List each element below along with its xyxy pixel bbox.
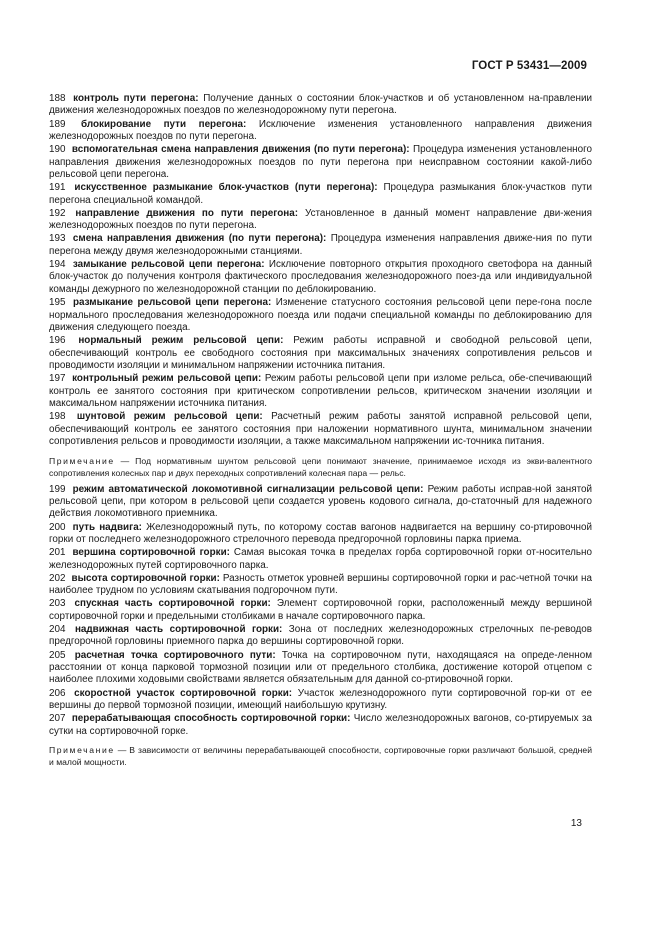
term-entry	[49, 650, 592, 687]
note-label: Примечание	[49, 455, 115, 466]
term-entry	[49, 411, 592, 448]
term-entry	[49, 547, 592, 572]
term-entry	[49, 484, 592, 521]
term-entry	[49, 119, 592, 144]
term-name: расчетная точка сортировочного пути:	[74, 649, 276, 661]
term-definition: Число железнодорожных вагонов, со-ртируемых за сутки на сортировочной горке.	[49, 713, 592, 737]
term-name: шунтовой режим рельсовой цепи:	[76, 411, 263, 423]
term-number: 203	[49, 598, 66, 610]
page-number: 13	[570, 818, 582, 829]
term-entry	[49, 713, 592, 738]
term-name: размыкание рельсовой цепи перегона:	[72, 297, 272, 309]
term-number: 188	[49, 93, 66, 104]
term-entry	[49, 93, 592, 118]
note-2	[49, 744, 592, 768]
term-definition: Исключение повторного открытия проходного светофора на данный блок-участок до получения контроля фактического проследования железнодорожного поез-да или индивидуальной команды дежурного по железнодорожной станции по деблокированию.	[49, 259, 592, 295]
term-definition: Изменение статусного состояния рельсовой цепи пере-гона после нормального проследования железнодорожного поезда или подачи специальной команды по деблокированию для движения следующего поезда.	[49, 297, 593, 333]
term-number: 205	[49, 649, 66, 661]
term-number: 207	[49, 713, 66, 725]
term-definition: Самая высокая точка в пределах горба сортировочной горки от-носительно железнодорожных путей сортировочного парка.	[49, 547, 592, 571]
term-name: контрольный режим рельсовой цепи:	[72, 373, 262, 385]
term-name: искусственное размыкание блок-участков (пути перегона):	[74, 182, 378, 194]
term-definition: Процедура изменения установленного направления движения железнодорожных поездов по пути перегона при неисправном состоянии какой-либо рельсовой цепи перегона.	[49, 144, 592, 181]
term-number: 192	[49, 207, 66, 219]
term-name: спускная часть сортировочной горки:	[74, 598, 271, 610]
term-definition: Режим работы исправной и свободной рельсовой цепи, обеспечивающий контроль ее свободного состояния при максимальных значениях сопротивления рельсов и проводимости изоляции и минимальном напряжении источника питания.	[49, 335, 592, 372]
term-definition: Режим работы исправ-ной занятой рельсовой цепи, при котором в рельсовой цепи создается уровень кодового сигнала, до-статочный для надежного действия локомотивного приемника.	[49, 483, 593, 520]
term-entry	[49, 233, 592, 258]
term-entry	[49, 297, 592, 334]
term-name: направление движения по пути перегона:	[75, 207, 299, 219]
term-name: перерабатывающая способность сортировочной горки:	[71, 713, 351, 725]
term-name: режим автоматической локомотивной сигнализации рельсовой цепи:	[72, 483, 424, 495]
term-name: вспомогательная смена направления движения (по пути перегона):	[71, 144, 410, 156]
term-definition: Элемент сортировочной горки, расположенный между вершиной сортировочной горки и предельными столбиками в начале сортировочного парка.	[49, 598, 592, 622]
term-entry	[49, 335, 592, 372]
term-number: 200	[49, 521, 66, 533]
term-definition: Разность отметок уровней вершины сортировочной горки и рас-четной точки на наиболее трудном по условиям скатывания подгорочном пути.	[49, 572, 593, 597]
document-body	[49, 93, 592, 773]
note-text: — Под нормативным шунтом рельсовой цепи понимают значение, принимаемое исходя из экви-валентного сопротивления колесных пар и двух переходных сопротивлений колесная пара — рельс.	[49, 455, 592, 478]
term-entry	[49, 259, 592, 296]
term-number: 201	[49, 547, 66, 559]
term-number: 197	[49, 373, 66, 385]
term-entry	[49, 373, 592, 410]
term-number: 193	[49, 233, 66, 245]
term-definition: Процедура изменения направления движе-ния по пути перегона между двумя железнодорожными станциями.	[49, 233, 592, 257]
term-number: 195	[49, 297, 66, 309]
term-name: скоростной участок сортировочной горки:	[74, 687, 293, 699]
term-definition: Точка на сортировочном пути, находящаяся на опреде-ленном расстоянии от конца парковой тормозной позиции или от предельного столбика, достижение которой отцепом с наиболее плохими ходовыми свойствами является обязательным для данной со-ртировочной горки.	[49, 649, 592, 686]
term-number: 196	[49, 335, 66, 347]
term-number: 204	[49, 623, 66, 635]
term-name: путь надвига:	[72, 521, 142, 533]
term-number: 190	[49, 144, 66, 156]
term-definition: Режим работы рельсовой цепи при изломе рельса, обе-спечивающий контроль ее занятого состояния при критическом сопротивлении рельсов, критическом значении изоляции и максимальном напряжении источника питания.	[49, 373, 592, 410]
term-name: нормальный режим рельсовой цепи:	[78, 335, 284, 347]
term-entry	[49, 144, 592, 181]
note-1	[49, 455, 592, 479]
term-entry	[49, 598, 592, 623]
term-number: 206	[49, 687, 66, 699]
term-definition: Процедура размыкания блок-участков пути перегона специальной командой.	[49, 182, 592, 206]
term-entry	[49, 688, 592, 713]
term-name: надвижная часть сортировочной горки:	[74, 623, 283, 635]
term-definition: Железнодорожный путь, по которому состав вагонов надвигается на вершину со-ртировочной горки от последнего железнодорожного стрелочного перевода предгорочной горловины парка приема.	[49, 521, 592, 546]
term-entry	[49, 208, 592, 233]
term-number: 202	[49, 572, 66, 584]
term-list-2	[49, 484, 592, 739]
term-definition: Участок железнодорожного пути сортировочной гор-ки от ее вершины до первой тормозной позиции, имеющий наибольшую крутизну.	[49, 687, 592, 712]
term-definition: Исключение изменения установленного направления движения железнодорожных поездов по пути перегона.	[49, 118, 593, 143]
term-name: вершина сортировочной горки:	[72, 547, 230, 559]
term-number: 189	[49, 118, 66, 130]
term-name: высота сортировочной горки:	[71, 572, 220, 584]
document-code: ГОСТ Р 53431—2009	[471, 60, 587, 72]
term-name: смена направления движения (по пути перегона):	[72, 233, 327, 245]
term-definition: Установленное в данный момент направление дви-жения железнодорожных поездов по пути перегона.	[49, 207, 592, 232]
term-name: блокирование пути перегона:	[81, 118, 247, 130]
term-number: 194	[49, 259, 66, 271]
term-name: замыкание рельсовой цепи перегона:	[72, 259, 265, 271]
term-entry	[49, 573, 592, 598]
term-entry	[49, 624, 592, 649]
term-definition: Зона от последних железнодорожных стрелочных пе-реводов предгорочной горловины приемного парка до вершины сортировочной горки.	[49, 623, 592, 648]
term-entry	[49, 522, 592, 547]
term-entry	[49, 182, 592, 207]
term-list-1	[49, 93, 592, 449]
term-definition: Получение данных о состоянии блок-участков и об установленном на-правлении движения железнодорожных поездов по железнодорожному пути перегона.	[49, 93, 592, 117]
term-number: 199	[49, 483, 66, 495]
note-label: Примечание	[49, 745, 115, 756]
term-definition: Расчетный режим работы занятой исправной рельсовой цепи, обеспечивающий контроль ее занятого состояния при наложении нормативного шунта, минимальном значении сопротивления рельсов и проводимости изоляции, а также максимальном напряжении ис-точника питания.	[49, 411, 593, 448]
note-text: — В зависимости от величины перерабатывающей способности, сортировочные горки различают большой, средней и малой мощности.	[49, 745, 592, 768]
term-name: контроль пути перегона:	[73, 93, 199, 104]
term-number: 191	[49, 182, 66, 194]
term-number: 198	[49, 411, 66, 423]
